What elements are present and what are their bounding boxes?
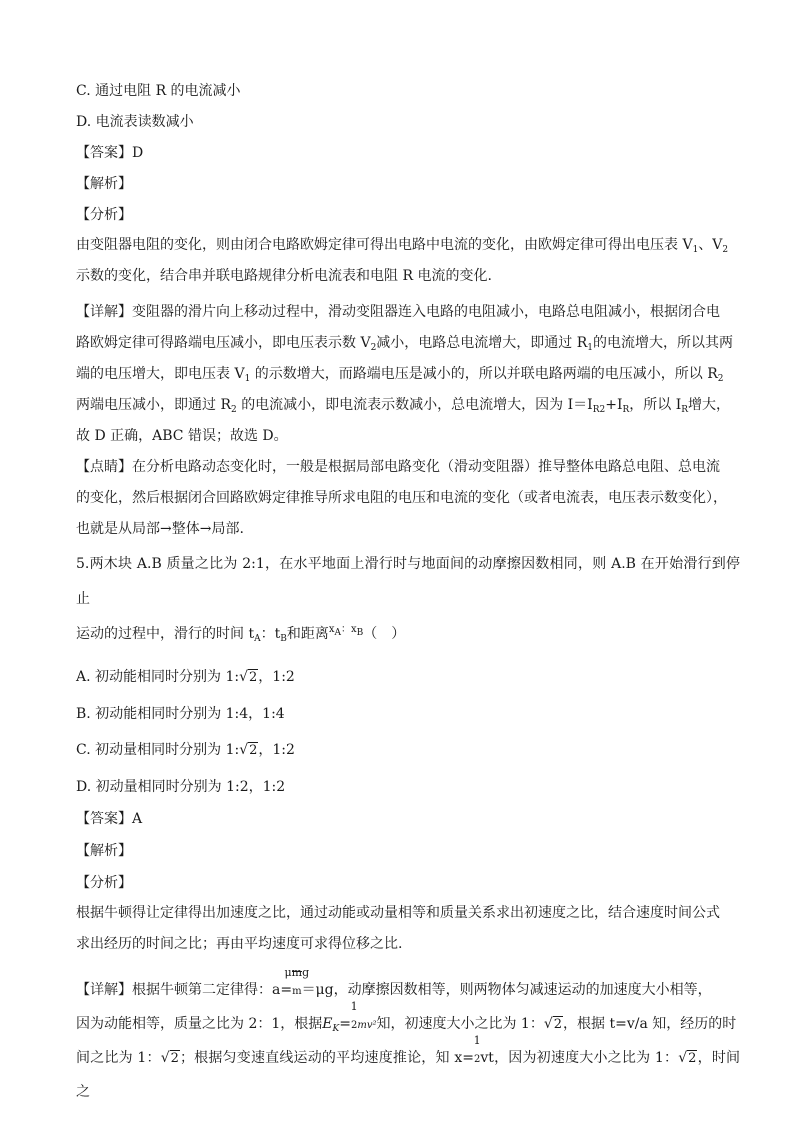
q5-option-d: D. 初动量相同时分别为 1:2，1:2 — [76, 779, 286, 795]
q4-tip: 【点睛】在分析电路动态变化时，一般是根据局部电路变化（滑动变阻器）推导整体电路总电阻、总电流 的变化，然后根据闭合回路欧姆定律推导所求电阻的电压和电流的变化（或者电流表，电压表示数变化）， 也就是从局部→整体→局部. — [76, 459, 727, 537]
q4-detail-label: 【详解】 — [76, 304, 132, 320]
q4-fenxi-text: 由变阻器电阻的变化，则由闭合电路欧姆定律可得出电路中电流的变化，由欧姆定律可得出电压表 $V_1$、$V_2$ 示数的变化，结合串并联电路规律分析电流表和电阻 R 电流的变化. — [76, 237, 729, 284]
q4-detail: 【详解】变阻器的滑片向上移动过程中，滑动变阻器连入电路的电阻减小，电路总电阻减小，根据闭合电 路欧姆定律可得路端电压减小，即电压表示数 $V_2$减小，电路总电流增大，即通过 $R_1$的电流增大，所以其两 端的电压增大，即电压表 $V_1$ 的示数增大，而路端电压是减小的，所以并联电路两端的电压减小，所以 $R_2$ 两端电压减小，即通过 $R_2$ 的电流减小，即电流表示数减小，总电流增大，因为 $I=I_{R2}+I_R$，所以 $I_R$增大， 故 D 正确，ABC 错误；故选 D。 — [76, 304, 734, 444]
q5-detail-label: 【详解】 — [76, 982, 132, 998]
sqrt-symbol: √2 — [543, 1016, 563, 1032]
q5-option-a: A. 初动能相同时分别为 1:√2，1:2 — [76, 667, 740, 688]
q5-analysis-heading: 【解析】 — [76, 843, 132, 859]
sqrt-symbol: √2 — [239, 669, 258, 685]
sqrt-symbol: √2 — [678, 1050, 697, 1066]
q4-option-c: C. 通过电阻 R 的电流减小 — [76, 83, 241, 99]
q5-stem: 5.两木块 A.B 质量之比为 2:1，在水平地面上滑行时与地面间的动摩擦因数相同，则 A.B 在开始滑行到停止 运动的过程中，滑行的时间 $t_A$：$t_B$和距离$^{x_A:x_B}$（ ） — [76, 556, 740, 644]
fraction-one-half: 1 2 — [350, 1000, 358, 1031]
q4-tip-label: 【点睛】 — [76, 459, 132, 475]
q4-answer: 【答案】D — [76, 145, 144, 161]
q5-fenxi-text: 根据牛顿得让定律得出加速度之比，通过动能或动量相等和质量关系求出初速度之比，结合速度时间公式 求出经历的时间之比；再由平均速度可求得位移之比. — [76, 905, 720, 952]
q5-answer: 【答案】A — [76, 811, 143, 827]
q5-detail: 【详解】根据牛顿第二定律得：a= μmg m＝μg，动摩擦因数相等，则两物体匀减速运动的加速度大小相等， 因为动能相等，质量之比为 2：1，根据$E_K=$ 1 2mv²知，初速度大小之比为 1：√2，根据 t=v/a 知，经历的时 间之比为 1：√2；根据匀变速直线运动的平均速度推论，知 x= 1 2vt，因为初速度大小之比为 1：√2，时间之 — [76, 966, 741, 1100]
q4-option-d: D. 电流表读数减小 — [76, 114, 194, 130]
document-page — [76, 78, 740, 1109]
q4-analysis-heading: 【解析】 — [76, 176, 132, 192]
q5-fenxi-heading: 【分析】 — [76, 875, 132, 891]
sqrt-symbol: √2 — [239, 742, 258, 758]
ek-symbol: $E_K$ — [322, 1016, 340, 1034]
q5-option-b: B. 初动能相同时分别为 1:4，1:4 — [76, 706, 285, 722]
fraction-mumg-over-m: μmg m — [284, 966, 310, 997]
q4-fenxi-heading: 【分析】 — [76, 207, 132, 223]
fraction-one-half: 1 2 — [473, 1034, 481, 1065]
q5-option-c: C. 初动量相同时分别为 1:√2，1:2 — [76, 740, 740, 761]
sqrt-symbol: √2 — [160, 1050, 179, 1066]
